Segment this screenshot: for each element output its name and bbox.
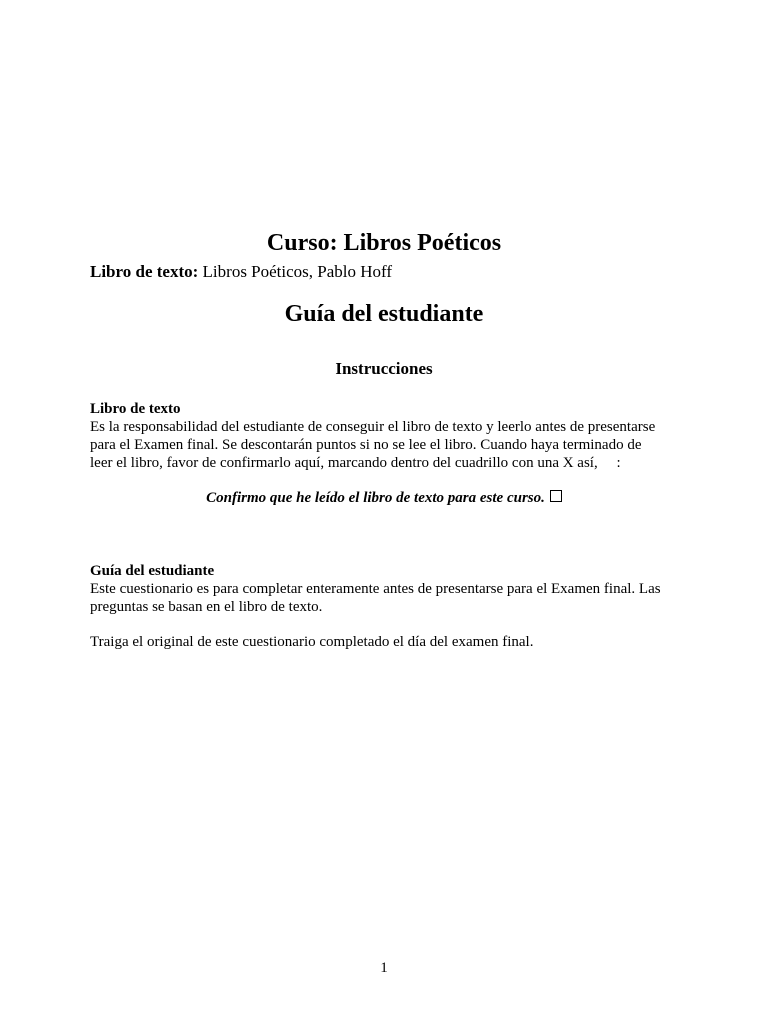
textbook-section-line-3: leer el libro, favor de confirmarlo aquí, marcando dentro del cuadrillo con una X así, : bbox=[90, 455, 621, 471]
original-section bbox=[90, 633, 680, 651]
textbook-section-line-1: Es la responsabilidad del estudiante de conseguir el libro de texto y leerlo antes de presentarse bbox=[90, 419, 656, 435]
guide-section-line-2: preguntas se basan en el libro de texto. bbox=[90, 599, 323, 615]
guide-section-heading: Guía del estudiante bbox=[90, 563, 215, 579]
confirm-text: Confirmo que he leído el libro de texto para este curso. bbox=[206, 490, 545, 506]
guide-section bbox=[90, 562, 680, 616]
course-title: Curso: Libros Poéticos bbox=[266, 230, 502, 256]
textbook-value: Libros Poéticos, Pablo Hoff bbox=[198, 262, 393, 281]
confirm-statement bbox=[0, 488, 768, 508]
textbook-section-line-2: para el Examen final. Se descontarán puntos si no se lee el libro. Cuando haya terminado de bbox=[90, 437, 642, 453]
guide-title: Guía del estudiante bbox=[284, 301, 484, 327]
textbook-section-heading: Libro de texto bbox=[90, 401, 181, 417]
confirm-checkbox[interactable] bbox=[550, 490, 562, 502]
guide-section-line-1: Este cuestionario es para completar enteramente antes de presentarse para el Examen final. Las bbox=[90, 581, 661, 597]
textbook-label: Libro de texto: bbox=[90, 262, 199, 281]
instructions-heading: Instrucciones bbox=[335, 359, 433, 378]
textbook-section bbox=[90, 400, 680, 472]
page-number: 1 bbox=[380, 960, 388, 976]
textbook-line bbox=[90, 261, 690, 283]
original-instruction: Traiga el original de este cuestionario completado el día del examen final. bbox=[90, 634, 534, 650]
